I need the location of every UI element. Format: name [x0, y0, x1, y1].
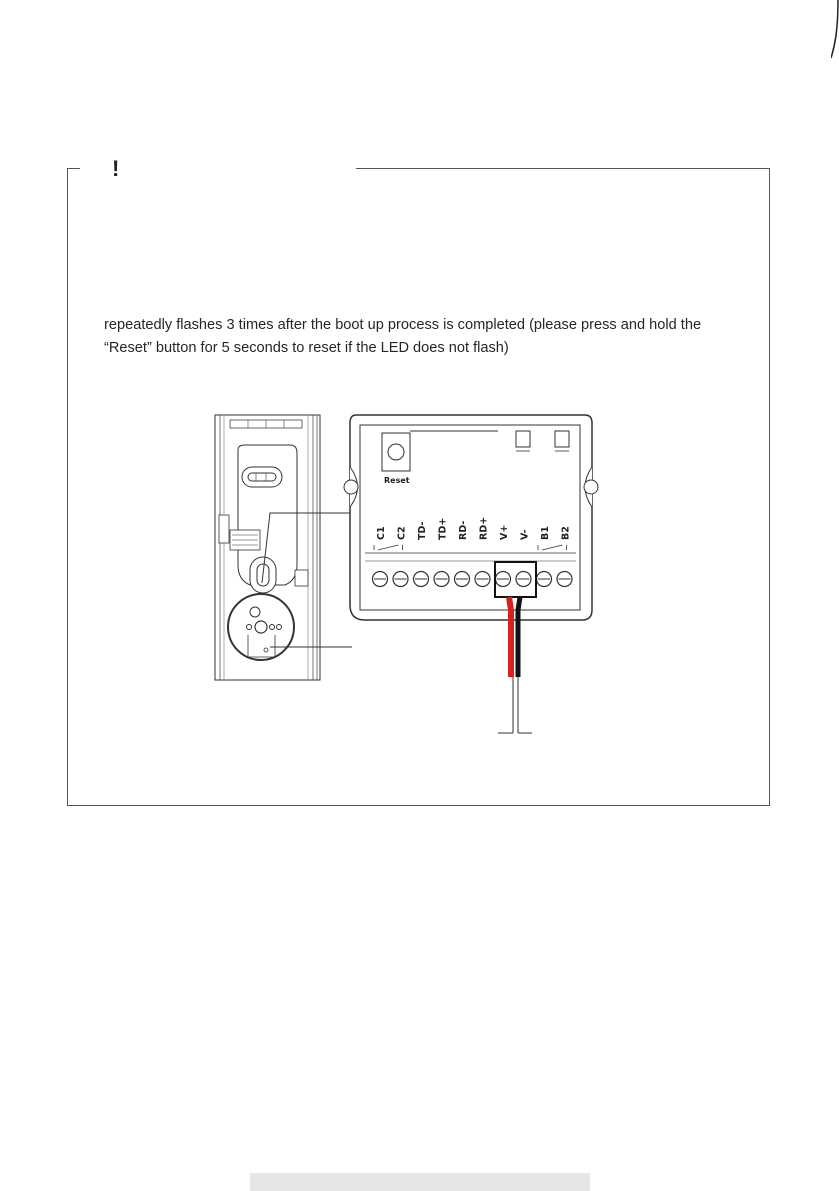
page-edge-mark — [831, 0, 839, 1191]
terminal-label-rd: RD- — [458, 520, 469, 540]
terminal-label-c1: C1 — [376, 526, 387, 540]
terminal-label-td: TD+ — [437, 517, 449, 540]
terminal-label-v: V+ — [499, 524, 510, 540]
terminal-label-b1: B1 — [540, 526, 551, 540]
terminal-label-b2: B2 — [560, 526, 572, 540]
notice-line-2: “Reset” button for 5 seconds to reset if the LED does not flash) — [104, 340, 509, 356]
device-side-view — [215, 415, 320, 680]
notice-line-1: repeatedly flashes 3 times after the boot up process is completed (please press and hold the — [104, 317, 702, 333]
terminal-label-c2: C2 — [396, 526, 408, 540]
reset-button-label: Reset — [384, 476, 410, 485]
wiring-diagram — [200, 405, 600, 745]
exclamation-icon: ! — [112, 156, 120, 181]
terminal-label-rd: RD+ — [478, 516, 490, 540]
terminal-board — [344, 415, 598, 620]
notice-header-gap — [80, 164, 356, 174]
footer-bar — [250, 1173, 590, 1191]
terminal-label-v: V- — [519, 529, 531, 540]
notice-text — [104, 314, 764, 360]
terminal-label-td: TD- — [417, 521, 428, 540]
